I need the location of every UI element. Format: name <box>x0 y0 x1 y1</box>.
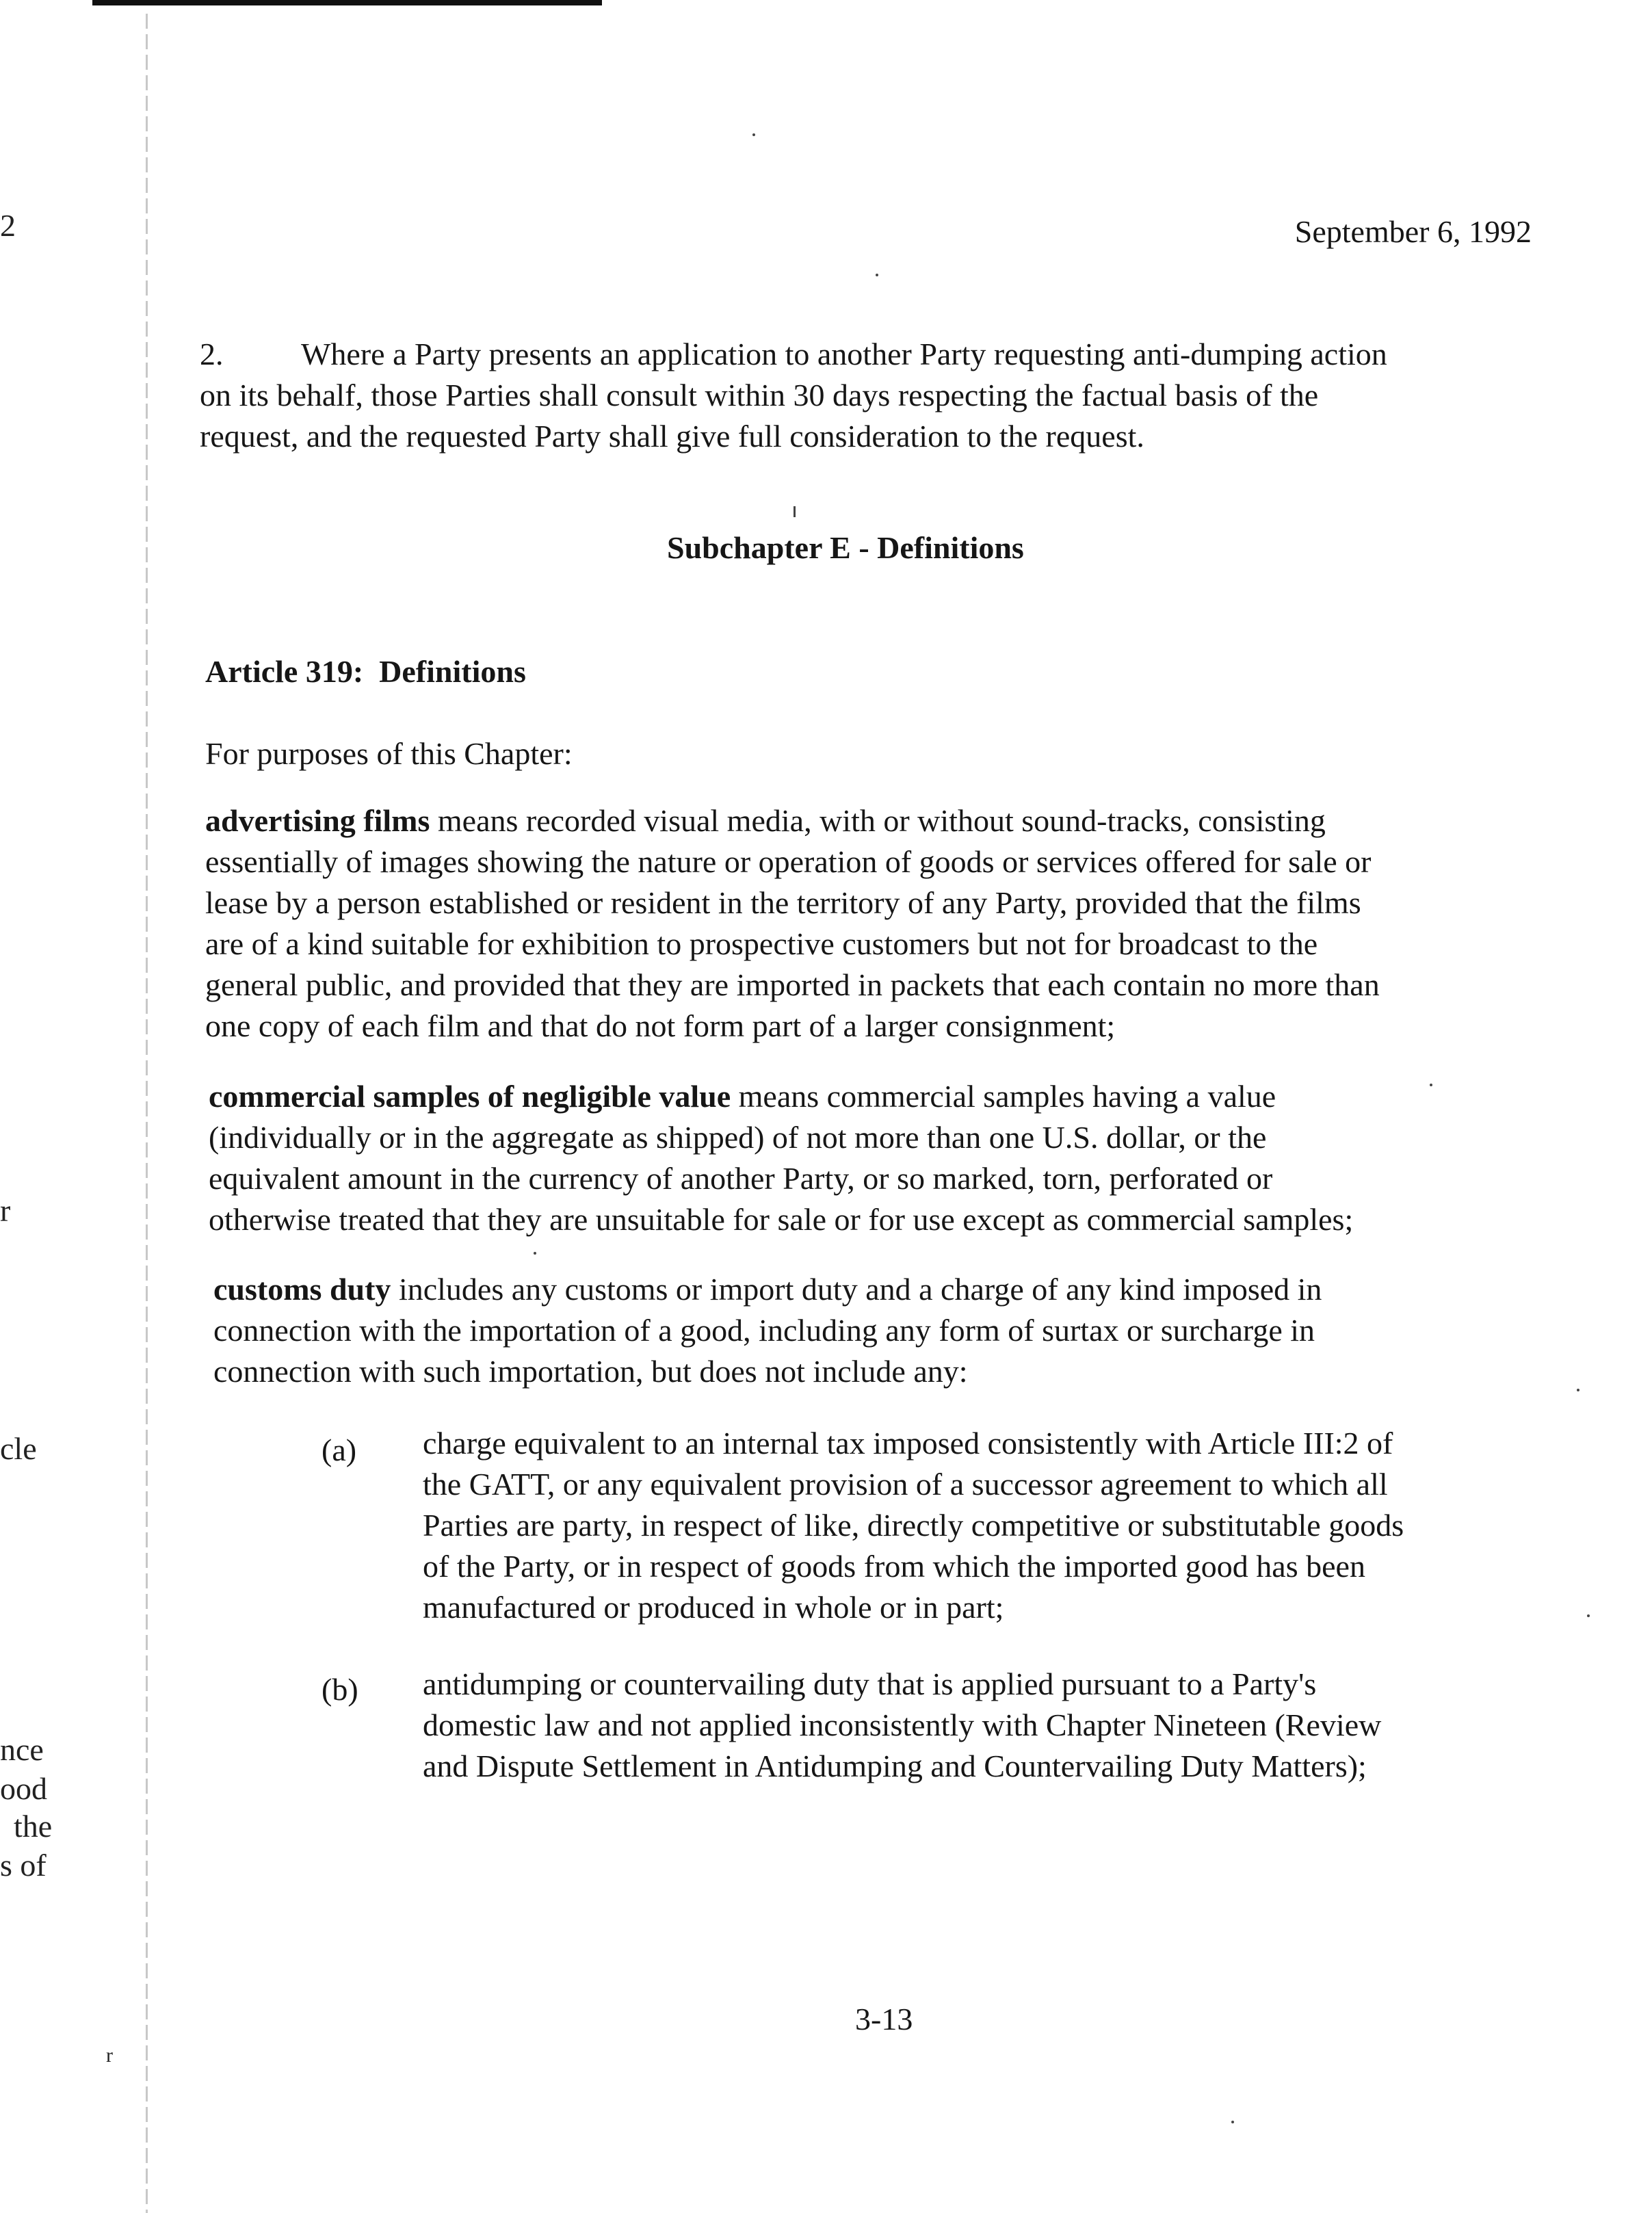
scan-speck <box>876 274 878 276</box>
definition-term: advertising films <box>205 803 430 838</box>
binding-edge-line <box>146 14 148 2213</box>
definition-advertising-films <box>205 800 1539 1047</box>
definition-customs-duty <box>213 1269 1547 1392</box>
scan-speck <box>1577 1389 1579 1391</box>
definition-line: otherwise treated that they are unsuitable for sale or for use except as commercial samples; <box>209 1202 1354 1237</box>
definition-line: advertising films means recorded visual media, with or without sound-tracks, consisting <box>205 803 1326 838</box>
scan-speck <box>1231 2121 1234 2123</box>
paragraph-line: on its behalf, those Parties shall consult within 30 days respecting the factual basis of the <box>200 378 1319 413</box>
item-line: antidumping or countervailing duty that is applied pursuant to a Party's <box>423 1666 1317 1701</box>
definition-line: lease by a person established or resident in the territory of any Party, provided that the films <box>205 885 1361 920</box>
item-line: charge equivalent to an internal tax imposed consistently with Article III:2 of <box>423 1426 1393 1461</box>
scan-speck <box>534 1252 536 1255</box>
item-b-body <box>423 1664 1381 1787</box>
definition-line: one copy of each film and that do not form part of a larger consignment; <box>205 1008 1116 1043</box>
definition-term: commercial samples of negligible value <box>209 1079 731 1114</box>
scan-speck <box>1587 1614 1590 1617</box>
facing-page-fragment: r <box>106 2044 113 2067</box>
definition-line: (individually or in the aggregate as shipped) of not more than one U.S. dollar, or the <box>209 1120 1267 1155</box>
article-heading: Article 319: Definitions <box>205 654 526 689</box>
item-line: the GATT, or any equivalent provision of a successor agreement to which all <box>423 1467 1388 1502</box>
facing-page-fragment: s of <box>0 1848 47 1883</box>
scan-speck <box>794 506 796 517</box>
facing-page-fragment: ood <box>0 1771 47 1806</box>
item-line: domestic law and not applied inconsistently with Chapter Nineteen (Review <box>423 1707 1382 1742</box>
definition-line: commercial samples of negligible value means commercial samples having a value <box>209 1079 1276 1114</box>
facing-page-fragment: the <box>14 1809 53 1844</box>
definition-line: connection with the importation of a good, including any form of surtax or surcharge in <box>213 1313 1315 1348</box>
paragraph-number: 2. <box>200 337 224 371</box>
paragraph-line: request, and the requested Party shall give full consideration to the request. <box>200 419 1144 454</box>
item-line: of the Party, or in respect of goods from which the imported good has been <box>423 1549 1365 1584</box>
definition-line: customs duty includes any customs or import duty and a charge of any kind imposed in <box>213 1272 1322 1307</box>
subchapter-heading: Subchapter E - Definitions <box>667 530 1024 565</box>
facing-page-fragment: cle <box>0 1431 37 1466</box>
facing-page-fragment: r <box>0 1193 11 1228</box>
definition-line: are of a kind suitable for exhibition to prospective customers but not for broadcast to the <box>205 926 1318 961</box>
scan-speck <box>1430 1084 1432 1086</box>
scan-edge-bar <box>92 0 602 5</box>
item-line: manufactured or produced in whole or in part; <box>423 1590 1004 1625</box>
page-number: 3-13 <box>855 2002 913 2037</box>
document-date: September 6, 1992 <box>1294 214 1532 249</box>
facing-page-fragment: 2 <box>0 208 16 243</box>
facing-page-fragment: nce <box>0 1732 44 1767</box>
definition-commercial-samples <box>209 1076 1543 1240</box>
definition-line: essentially of images showing the nature or operation of goods or services offered for sale or <box>205 844 1372 879</box>
paragraph-line: 2. Where a Party presents an application to another Party requesting anti-dumping action <box>200 334 1534 375</box>
item-a-body <box>423 1423 1404 1628</box>
paragraph-2 <box>200 334 1534 457</box>
item-line: Parties are party, in respect of like, directly competitive or substitutable goods <box>423 1508 1404 1543</box>
definition-term: customs duty <box>213 1272 391 1307</box>
item-label: (b) <box>322 1672 358 1707</box>
item-line: and Dispute Settlement in Antidumping and Countervailing Duty Matters); <box>423 1749 1367 1783</box>
scan-speck <box>752 133 755 136</box>
definition-line: equivalent amount in the currency of another Party, or so marked, torn, perforated or <box>209 1161 1273 1196</box>
intro-text: For purposes of this Chapter: <box>205 736 573 771</box>
definition-line: general public, and provided that they are imported in packets that each contain no more than <box>205 967 1380 1002</box>
item-label: (a) <box>322 1432 357 1467</box>
definition-line: connection with such importation, but does not include any: <box>213 1354 968 1389</box>
